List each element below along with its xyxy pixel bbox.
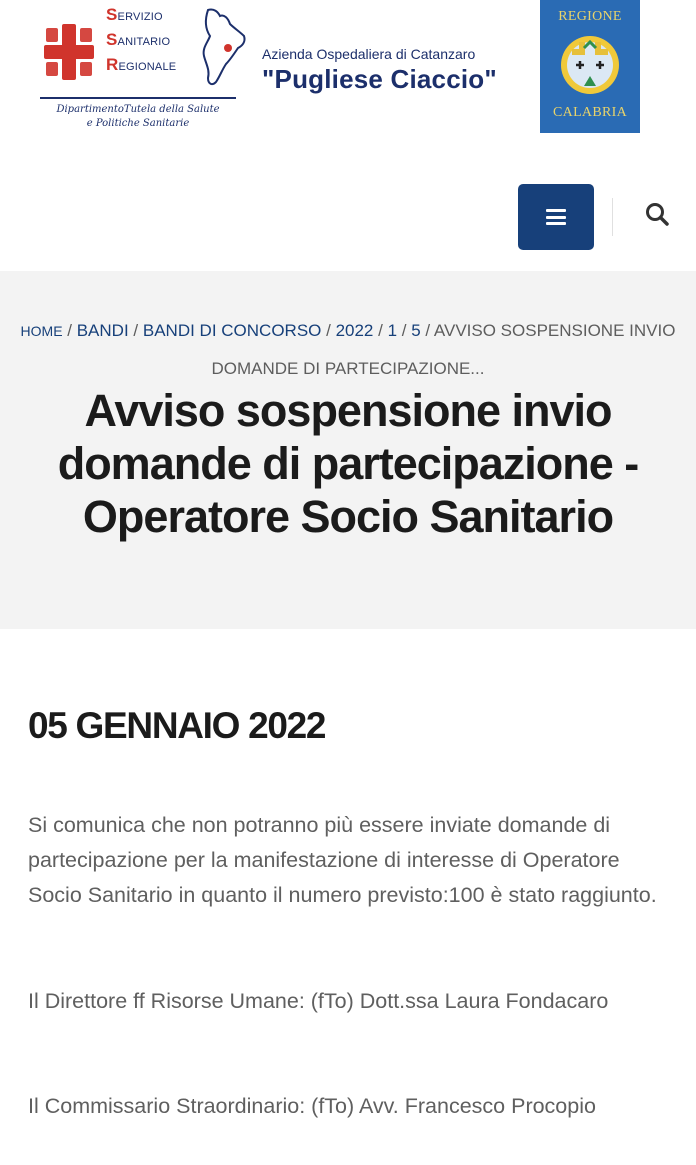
breadcrumb-day[interactable]: 5 xyxy=(411,321,421,340)
ssr-divider xyxy=(40,97,236,99)
announcement-paragraph: Si comunica che non potranno più essere inviate domande di partecipazione per la manifestazione di interesse di Operatore Socio Sanitario in quanto il numero previsto:100 è stato raggiunto. xyxy=(28,813,657,907)
ssr-line-2: SANITARIO xyxy=(106,30,171,49)
calabria-map-icon xyxy=(200,6,248,88)
search-button[interactable] xyxy=(644,200,672,230)
breadcrumb-month[interactable]: 1 xyxy=(387,321,398,340)
regione-calabria-logo[interactable] xyxy=(540,0,640,133)
calabria-label: CALABRIA xyxy=(553,105,627,120)
ssr-wordmark xyxy=(106,2,201,77)
breadcrumb-year[interactable]: 2022 xyxy=(335,321,374,340)
breadcrumb-current: AVVISO SOSPENSIONE INVIO DOMANDE DI PARTECIPAZIONE... xyxy=(211,321,676,378)
page-title: Avviso sospensione invio domande di partecipazione - Operatore Socio Sanitario xyxy=(57,385,639,542)
servizio-sanitario-regionale-logo[interactable] xyxy=(40,0,240,135)
azienda-name: "Pugliese Ciaccio" xyxy=(262,64,497,94)
nav-divider xyxy=(612,198,613,236)
hamburger-icon xyxy=(546,209,566,225)
breadcrumb-bandi[interactable]: BANDI xyxy=(76,321,129,340)
azienda-subtitle: Azienda Ospedaliera di Catanzaro xyxy=(262,46,476,62)
calabria-coat-of-arms-icon xyxy=(558,28,622,102)
menu-toggle-button[interactable] xyxy=(518,184,594,250)
signature-commissioner: Il Commissario Straordinario: (fTo) Avv. Francesco Procopio xyxy=(28,1094,596,1118)
ssr-line-3: REGIONALE xyxy=(106,55,177,74)
breadcrumb: HOME / BANDI / BANDI DI CONCORSO / 2022 / 1 / 5 / AVVISO SOSPENSIONE INVIO DOMANDE DI PARTECIPAZIONE... xyxy=(20,321,676,378)
post-date: 05 GENNAIO 2022 xyxy=(28,705,326,746)
breadcrumb-bandi-di-concorso[interactable]: BANDI DI CONCORSO xyxy=(142,321,322,340)
signature-hr-director: Il Direttore ff Risorse Umane: (fTo) Dott.ssa Laura Fondacaro xyxy=(28,989,609,1013)
search-icon xyxy=(644,200,672,230)
ssr-department: DipartimentoTutela della Salute e Politiche Sanitarie xyxy=(56,104,220,129)
red-cross-emblem-icon xyxy=(44,24,94,80)
ssr-line-1: SERVIZIO xyxy=(106,5,163,24)
header-logos xyxy=(0,0,696,150)
breadcrumb-home[interactable]: HOME xyxy=(20,323,63,339)
regione-label: REGIONE xyxy=(558,9,622,24)
azienda-ospedaliera-logo[interactable] xyxy=(262,46,532,95)
